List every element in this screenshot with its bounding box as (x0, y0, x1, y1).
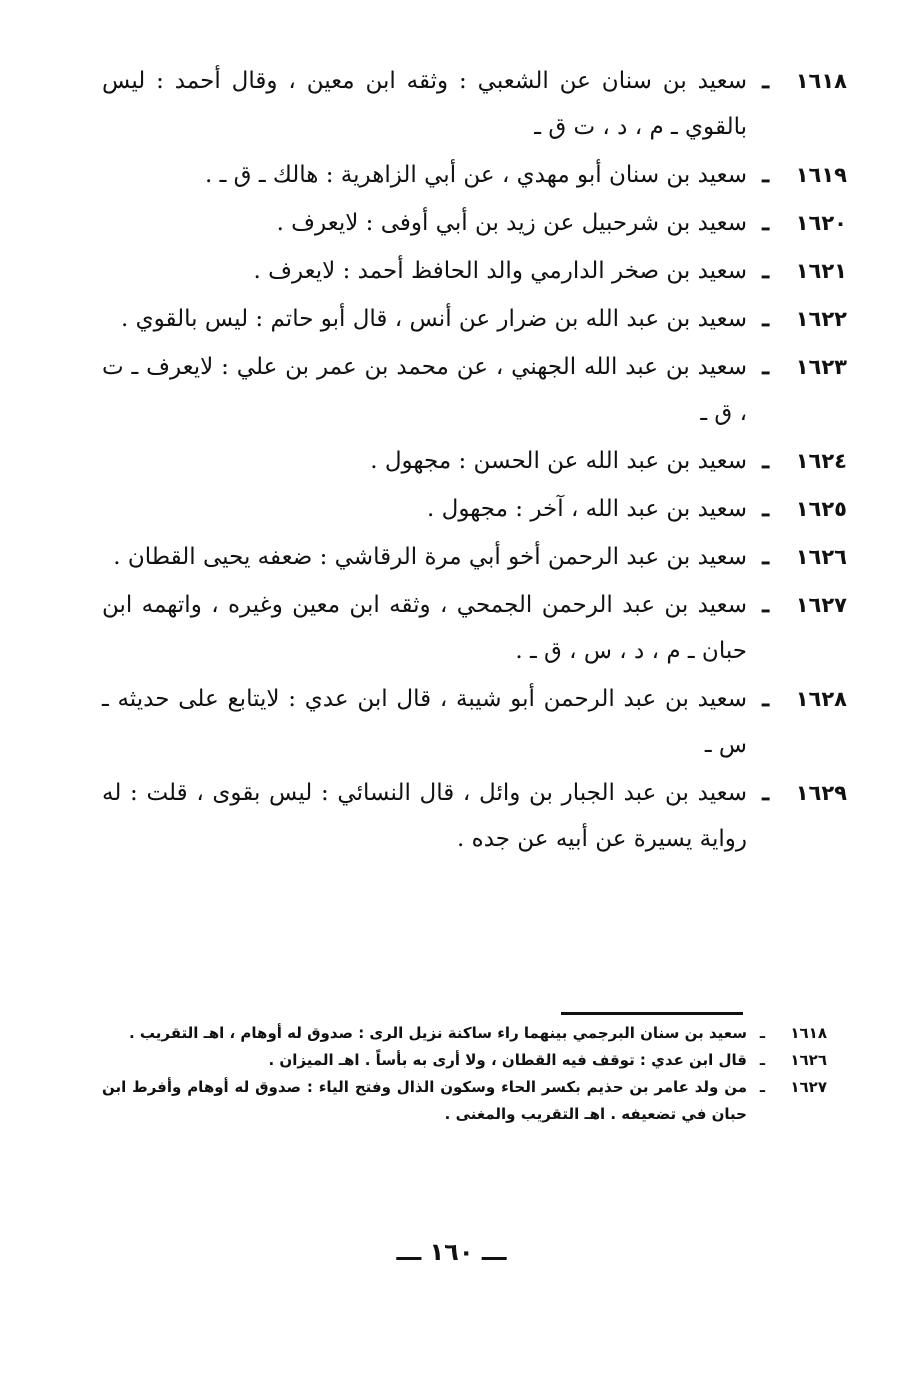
entry-dash: ـ (762, 67, 769, 94)
entry-dash: ـ (762, 543, 769, 570)
entry-dash: ـ (762, 779, 769, 806)
entry-text: سعيد بن عبد الله ، آخر : مجهول . (426, 496, 747, 522)
entry-text: سعيد بن عبد الرحمن أخو أبي مرة الرقاشي : ضعفه يحيى القطان . (113, 544, 747, 570)
entry-number: ١٦٢٣ (795, 355, 847, 379)
entry-dash: ـ (762, 209, 769, 236)
entry-1627 (102, 582, 847, 674)
entry-text: سعيد بن سنان عن الشعبي : وثقه ابن معين ، وقال أحمد : ليس بالقوي ـ م ، د ، ت ق ـ (102, 68, 747, 140)
entry-text: سعيد بن عبد الرحمن أبو شيبة ، قال ابن عدي : لايتابع على حديثه ـ س ـ (102, 686, 747, 758)
entry-1623 (102, 344, 847, 436)
entry-number: ١٦٢١ (795, 259, 847, 283)
entry-1622 (102, 296, 847, 342)
entry-dash: ـ (762, 591, 769, 618)
entry-number: ١٦٢٢ (795, 307, 847, 331)
entry-1618 (102, 58, 847, 150)
entry-dash: ـ (762, 257, 769, 284)
footnote-1626 (102, 1047, 827, 1074)
entry-text: سعيد بن شرحبيل عن زيد بن أبي أوفى : لايعرف . (276, 210, 747, 236)
entry-number: ١٦٢٩ (795, 781, 847, 805)
footnote-dash: ـ (759, 1051, 765, 1069)
entry-1625 (102, 486, 847, 532)
footnote-dash: ـ (759, 1024, 765, 1042)
entry-dash: ـ (762, 305, 769, 332)
entry-1620 (102, 200, 847, 246)
footnote-1627 (102, 1074, 827, 1128)
footnote-dash: ـ (759, 1078, 765, 1096)
entry-number: ١٦٢٧ (795, 593, 847, 617)
narrator-entries (102, 58, 847, 864)
entry-1628 (102, 676, 847, 768)
footnote-number: ١٦٢٧ (790, 1078, 827, 1096)
entry-text: سعيد بن عبد الله الجهني ، عن محمد بن عمر بن علي : لايعرف ـ ت ، ق ـ (102, 354, 747, 426)
footnote-text: قال ابن عدي : توقف فيه القطان ، ولا أرى به بأساً . اهـ الميزان . (268, 1051, 747, 1069)
entry-text: سعيد بن عبد الرحمن الجمحي ، وثقه ابن معين وغيره ، واتهمه ابن حبان ـ م ، د ، س ، ق ـ . (102, 592, 747, 664)
entry-1626 (102, 534, 847, 580)
footnote-text: سعيد بن سنان البرجمي بينهما راء ساكنة نزيل الرى : صدوق له أوهام ، اهـ التقريب . (128, 1024, 747, 1042)
footnote-number: ١٦٢٦ (790, 1051, 827, 1069)
entry-text: سعيد بن صخر الدارمي والد الحافظ أحمد : لايعرف . (253, 258, 747, 284)
entry-dash: ـ (762, 353, 769, 380)
entry-number: ١٦٢٠ (795, 211, 847, 235)
entry-number: ١٦٢٥ (795, 497, 847, 521)
footnote-number: ١٦١٨ (790, 1024, 827, 1042)
entry-text: سعيد بن عبد الله بن ضرار عن أنس ، قال أبو حاتم : ليس بالقوي . (120, 306, 747, 332)
entry-1619 (102, 152, 847, 198)
footnote-1618 (102, 1020, 827, 1047)
entry-number: ١٦٢٨ (795, 687, 847, 711)
entry-dash: ـ (762, 495, 769, 522)
entry-dash: ـ (762, 685, 769, 712)
entry-number: ١٦١٨ (795, 69, 847, 93)
entry-dash: ـ (762, 161, 769, 188)
footnote-text: من ولد عامر بن حذيم بكسر الحاء وسكون الذال وفتح الياء : صدوق له أوهام وأفرط ابن حبان في تضعيفه . اهـ التقريب والمغنى . (102, 1078, 747, 1123)
footnotes (102, 1020, 827, 1128)
entry-text: سعيد بن عبد الله عن الحسن : مجهول . (370, 448, 747, 474)
entry-number: ١٦٢٤ (795, 449, 847, 473)
entry-1629 (102, 770, 847, 862)
entry-text: سعيد بن عبد الجبار بن وائل ، قال النسائي : ليس بقوى ، قلت : له رواية يسيرة عن أبيه عن جده . (102, 780, 747, 852)
page-number: ـــ ١٦٠ ـــ (396, 1238, 507, 1266)
entry-dash: ـ (762, 447, 769, 474)
entry-text: سعيد بن سنان أبو مهدي ، عن أبي الزاهرية : هالك ـ ق ـ . (205, 162, 747, 188)
entry-number: ١٦١٩ (795, 163, 847, 187)
entry-number: ١٦٢٦ (795, 545, 847, 569)
entry-1621 (102, 248, 847, 294)
footnote-divider (561, 1012, 743, 1015)
entry-1624 (102, 438, 847, 484)
